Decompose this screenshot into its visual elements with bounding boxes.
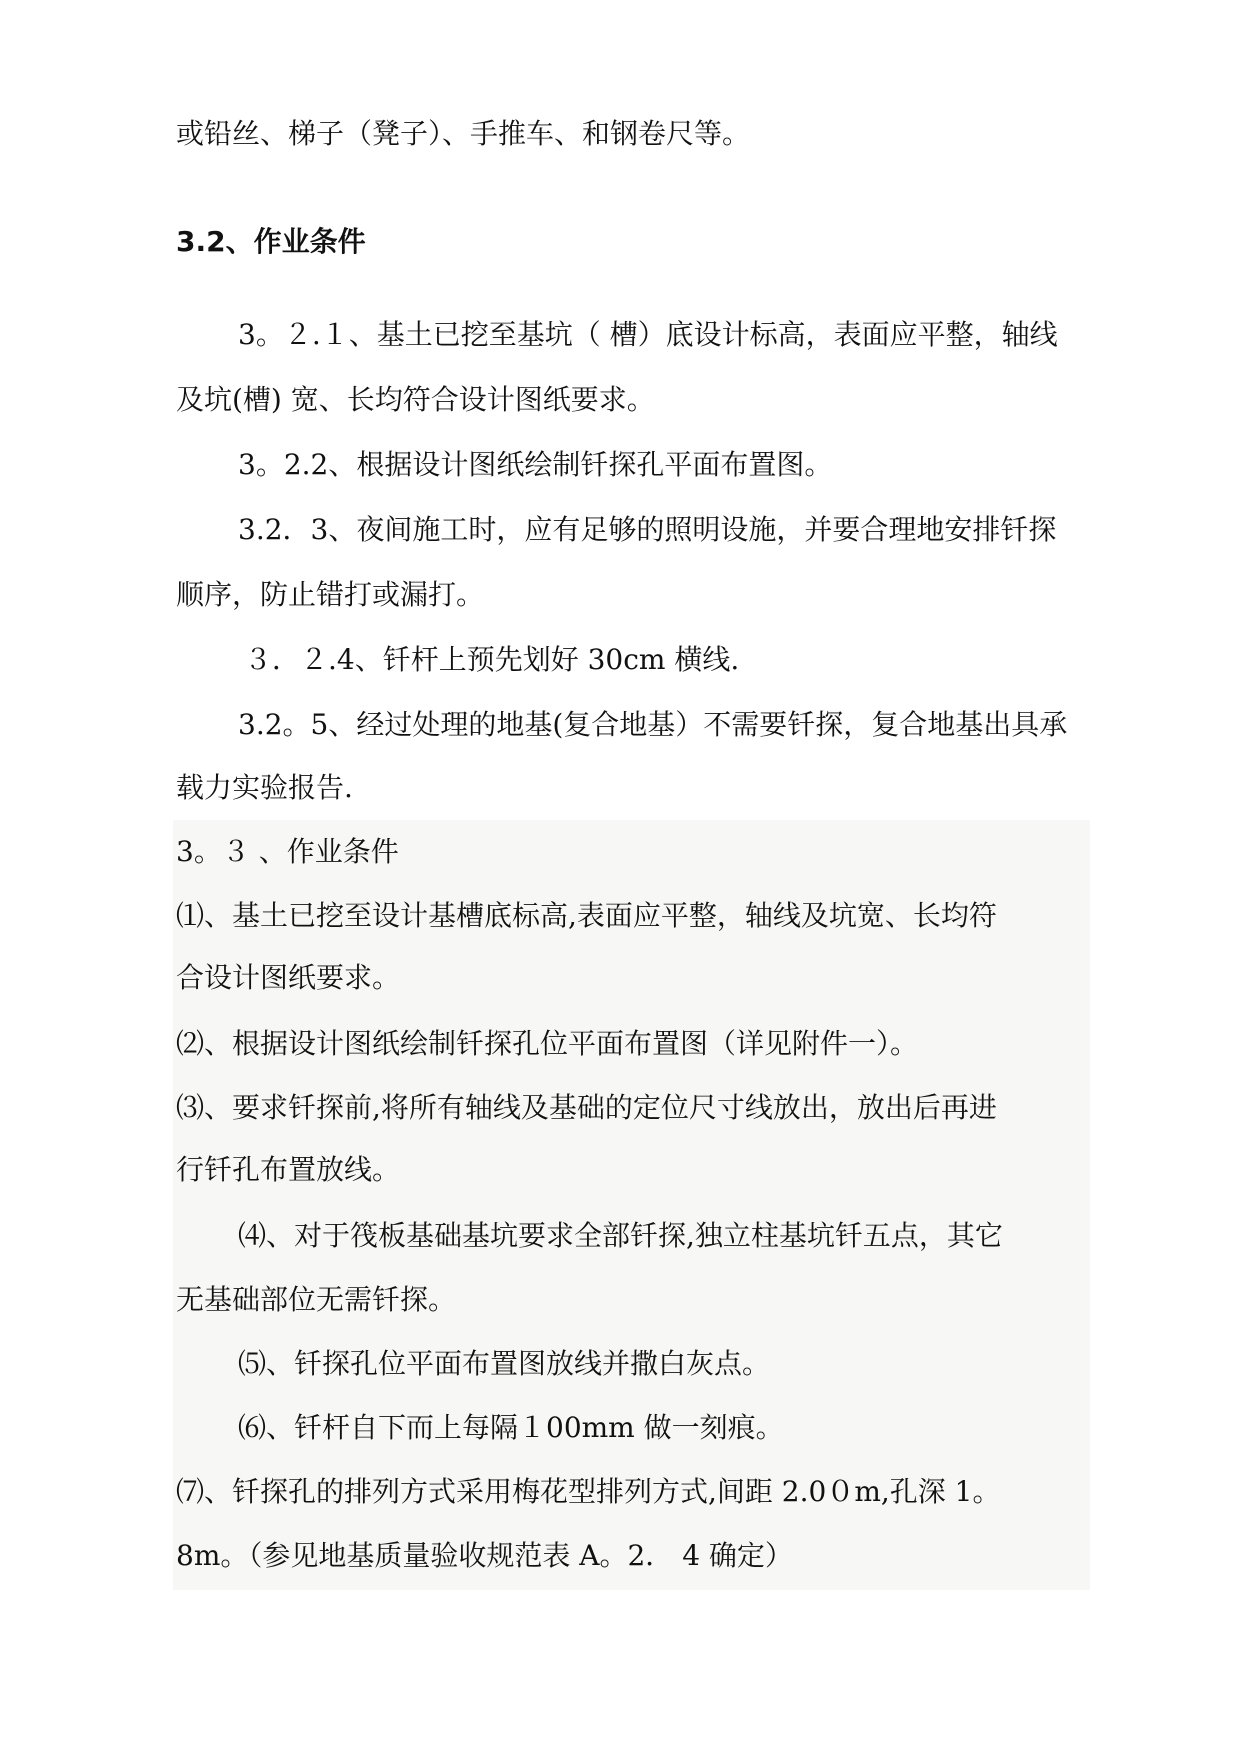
- item-3-2-3-line1: 3.2．3、夜间施工时，应有足够的照明设施，并要合理地安排钎探: [238, 513, 1057, 546]
- item-3-2-3-line2: 顺序，防止错打或漏打。: [176, 578, 485, 611]
- item-3-3-4-line1: ⑷、对于筏板基础基坑要求全部钎探,独立柱基坑钎五点，其它: [238, 1219, 1003, 1252]
- item-3-3-5-line1: ⑸、钎探孔位平面布置图放线并撒白灰点。: [238, 1347, 771, 1380]
- item-3-2-5-line1: 3.2。5、经过处理的地基(复合地基）不需要钎探，复合地基出具承: [238, 708, 1068, 741]
- intro-line: 或铅丝、梯子（凳子）、手推车、和钢卷尺等。: [176, 117, 751, 150]
- item-3-3-7-line1: ⑺、钎探孔的排列方式采用梅花型排列方式,间距 2.0０m,孔深 1。: [176, 1475, 1001, 1508]
- item-3-3-1-line1: ⑴、基土已挖至设计基槽底标高,表面应平整，轴线及坑宽、长均符: [176, 899, 997, 932]
- item-3-2-1-line2: 及坑(槽) 宽、长均符合设计图纸要求。: [176, 383, 655, 416]
- item-3-3-1-line2: 合设计图纸要求。: [176, 961, 401, 994]
- item-3-3-4-line2: 无基础部位无需钎探。: [176, 1283, 457, 1316]
- section-3-3-title: 3。３ 、作业条件: [176, 835, 399, 868]
- item-3-2-1-line1: 3。２.１、基土已挖至基坑（ 槽）底设计标高，表面应平整，轴线: [238, 318, 1058, 351]
- item-3-3-6-line1: ⑹、钎杆自下而上每隔１00mm 做一刻痕。: [238, 1411, 784, 1444]
- item-3-3-7-line2: 8m。（参见地基质量验收规范表 A。2． 4 确定）: [176, 1539, 793, 1572]
- item-3-3-2-line1: ⑵、根据设计图纸绘制钎探孔位平面布置图（详见附件一）。: [176, 1027, 919, 1060]
- item-3-2-5-line2: 载力实验报告.: [176, 771, 353, 804]
- item-3-2-2-line1: 3。2.2、根据设计图纸绘制钎探孔平面布置图。: [238, 448, 833, 481]
- item-3-3-3-line1: ⑶、要求钎探前,将所有轴线及基础的定位尺寸线放出，放出后再进: [176, 1091, 997, 1124]
- section-3-2-title: 3.2、作业条件: [176, 225, 366, 258]
- item-3-2-4-line1: ３．２.4、钎杆上预先划好 30cm 横线.: [244, 643, 740, 676]
- item-3-3-3-line2: 行钎孔布置放线。: [176, 1153, 401, 1186]
